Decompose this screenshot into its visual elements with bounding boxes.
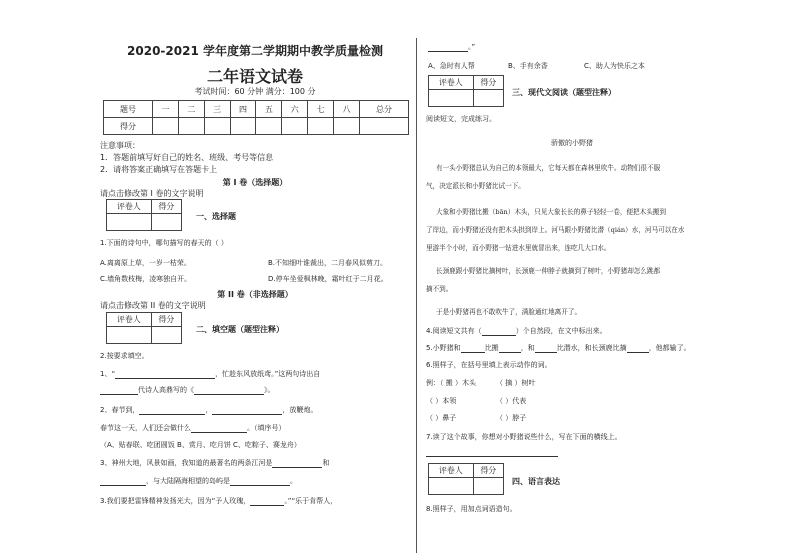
- question-5: [426, 343, 691, 353]
- q2-text: 。: [290, 477, 297, 485]
- answer-blank[interactable]: [250, 497, 284, 506]
- section4-title: 四、语言表达: [512, 477, 560, 486]
- q2-text: ，: [205, 406, 213, 414]
- passage-line: 摘不到。: [426, 285, 453, 293]
- grader-score-cell[interactable]: [473, 478, 503, 495]
- q2-item-4: [100, 496, 337, 506]
- exam-main-title: 2020-2021 学年度第二学期期中教学质量检测: [127, 44, 383, 58]
- notice-item: 1．答题前填写好自己的姓名、班级、考号等信息: [100, 153, 274, 162]
- answer-blank[interactable]: [535, 344, 557, 353]
- answer-blank[interactable]: [191, 424, 247, 433]
- answer-blank[interactable]: [461, 344, 485, 353]
- q1-option-a[interactable]: A.离离原上草，一岁一枯荣。: [100, 259, 191, 267]
- q2-item-1-line1: [100, 369, 320, 379]
- q2-item-1-line2: [100, 385, 275, 395]
- continued-line: [428, 42, 475, 52]
- grader-score-cell[interactable]: [151, 214, 181, 231]
- score-cell[interactable]: [152, 118, 178, 135]
- exam-info: 考试时间：60 分钟 满分：100 分: [194, 87, 316, 96]
- answer-blank[interactable]: [115, 370, 215, 379]
- notice-item: 2．请将答案正确填写在答题卡上: [100, 165, 218, 174]
- q2-text: 3.我们要把雷锋精神发扬光大，因为“予人玫瑰，: [100, 497, 251, 505]
- section2-title: 二、填空题（题型注释）: [196, 325, 284, 334]
- passage-title: 骄傲的小野猪: [551, 139, 593, 147]
- grader-reviewer-label: 评卷人: [429, 76, 474, 90]
- score-header-cell: 三: [204, 101, 230, 118]
- answer-blank[interactable]: [212, 406, 282, 415]
- grader-box: [428, 75, 504, 107]
- grader-score-cell[interactable]: [151, 327, 181, 344]
- q2-item-2-line2: [100, 423, 286, 433]
- q5-text: 比搬: [484, 344, 499, 352]
- score-cell[interactable]: [178, 118, 204, 135]
- q4-text: 4.阅读短文共有（: [426, 327, 482, 335]
- grader-reviewer-label: 评卷人: [107, 200, 152, 214]
- q5-text: ，和: [520, 344, 535, 352]
- q1-option-d[interactable]: D.停车坐爱枫林晚，霜叶红于二月花。: [268, 275, 388, 283]
- grader-box: [106, 312, 182, 344]
- passage-line: 了岸边，而小野猪还没有把木头拱到岸上。河马跟小野猪比潜（qián）水，河马可以在水: [426, 226, 685, 234]
- answer-blank[interactable]: [499, 344, 521, 353]
- score-header-cell: 六: [282, 101, 308, 118]
- answer-blank[interactable]: [272, 459, 322, 468]
- question-8: 8.照样子，用加点词语造句。: [426, 505, 517, 513]
- q2-item-3-line2: [100, 476, 297, 486]
- q2-text: 1、“: [100, 370, 116, 378]
- grader-reviewer-cell[interactable]: [107, 214, 152, 231]
- score-header-cell: 八: [334, 101, 360, 118]
- score-header-cell: 题号: [104, 101, 153, 118]
- answer-blank[interactable]: [482, 327, 516, 336]
- score-cell[interactable]: [282, 118, 308, 135]
- q5-text: 比潜水，和长颈鹿比摘: [556, 344, 627, 352]
- reading-intro: 阅读短文，完成练习。: [426, 115, 496, 123]
- score-header-cell: 二: [178, 101, 204, 118]
- answer-blank[interactable]: [194, 386, 264, 395]
- volume1-title: 第 I 卷（选择题）: [222, 178, 288, 187]
- section3-title: 三、现代文阅读（题型注释）: [512, 88, 616, 97]
- q2-text: 春节这一天，人们还会做什么: [100, 424, 191, 432]
- score-cell[interactable]: [308, 118, 334, 135]
- passage-line: 长颈鹿跟小野猪比摘树叶，长颈鹿一伸脖子就摘到了树叶，小野猪却怎么跳都: [436, 267, 661, 275]
- score-row-label: 得分: [104, 118, 153, 135]
- score-cell[interactable]: [256, 118, 282, 135]
- q1-option-b[interactable]: B.不知细叶谁裁出，二月春风似剪刀。: [268, 259, 388, 267]
- q6-item[interactable]: （ ）鼻子: [426, 414, 457, 422]
- score-cell[interactable]: [334, 118, 360, 135]
- grader-reviewer-cell[interactable]: [429, 90, 474, 107]
- q6-item[interactable]: （ ）脖子: [496, 414, 527, 422]
- q6-item[interactable]: （ ）代表: [496, 397, 527, 405]
- q4-text: ）个自然段，在文中标出来。: [515, 327, 607, 335]
- section1-title: 一、选择题: [196, 212, 236, 221]
- q2-text: ，与大陆隔海相望的岛屿是: [146, 477, 230, 485]
- right-column: [422, 0, 722, 560]
- question-2: 2.按要求填空。: [100, 352, 149, 360]
- q5-text: ，他都输了。: [648, 344, 691, 352]
- q2-item-2-options: （A、贴春联、吃团圆饭 B、赏月、吃月饼 C、吃粽子、赛龙舟）: [100, 441, 301, 449]
- answer-blank[interactable]: [627, 344, 649, 353]
- q2-text: 。”“乐于肯帮人，: [284, 497, 338, 505]
- score-cell[interactable]: [360, 118, 409, 135]
- answer-blank[interactable]: [139, 406, 205, 415]
- grader-box: [428, 463, 504, 495]
- grader-box: [106, 199, 182, 231]
- grader-reviewer-label: 评卷人: [429, 464, 474, 478]
- score-header-cell: 总分: [360, 101, 409, 118]
- q2-text: 2、春节到，: [100, 406, 140, 414]
- exam-subtitle: 二年语文试卷: [206, 67, 303, 86]
- answer-blank[interactable]: [230, 477, 290, 486]
- left-column: [100, 0, 410, 560]
- passage-line: 有一头小野猪总认为自己的本领最大，它每天都在森林里吹牛。动物们很不服: [436, 164, 661, 172]
- score-cell[interactable]: [204, 118, 230, 135]
- question-6: 6.照样子，在括号里填上表示动作的词。: [426, 361, 552, 369]
- continued-text: 。”: [468, 43, 476, 51]
- q2-text: 3、神州大地，风景如画，我知道的最著名的两条江河是: [100, 459, 273, 467]
- volume2-note: 请点击修改第 II 卷的文字说明: [100, 301, 206, 310]
- question-1: 1.下面的诗句中，哪句描写的春天的（ ）: [100, 239, 228, 247]
- q2-text: 》。: [264, 386, 275, 394]
- volume1-note: 请点击修改第 I 卷的文字说明: [100, 189, 204, 198]
- grader-score-label: 得分: [151, 313, 181, 327]
- q6-example-a: 例：（ 搬 ）木头: [426, 379, 476, 387]
- score-header-cell: 四: [230, 101, 256, 118]
- score-cell[interactable]: [230, 118, 256, 135]
- score-header-cell: 五: [256, 101, 282, 118]
- q5-text: 5.小野猪和: [426, 344, 461, 352]
- question-4: [426, 326, 607, 336]
- q2-text: 。（填序号）: [247, 424, 286, 432]
- volume2-title: 第 II 卷（非选择题）: [217, 290, 293, 299]
- passage-line: 于是小野猪再也不敢吹牛了，满脸通红地离开了。: [436, 308, 582, 316]
- q2-item-2-line1: [100, 405, 317, 415]
- grader-score-label: 得分: [473, 76, 503, 90]
- q2-text: 和: [322, 459, 330, 467]
- cont-option-a[interactable]: A、急时有人帮: [428, 62, 475, 70]
- cont-option-c[interactable]: C、助人为快乐之本: [584, 62, 645, 70]
- grader-score-cell[interactable]: [473, 90, 503, 107]
- score-table: [103, 100, 409, 135]
- passage-line: 气，决定派长和小野猪比试一下。: [426, 182, 525, 190]
- q2-text: ，放鞭炮。: [282, 406, 318, 414]
- answer-blank[interactable]: [100, 386, 138, 395]
- q2-item-3-line1: [100, 458, 329, 468]
- q1-option-c[interactable]: C.墙角数枝梅，凌寒独自开。: [100, 275, 192, 283]
- score-header-cell: 一: [152, 101, 178, 118]
- q2-text: 代诗人高鼎写的《: [138, 386, 194, 394]
- answer-blank[interactable]: [428, 43, 468, 52]
- answer-blank[interactable]: [100, 477, 146, 486]
- q6-example-b: （ 摘 ）树叶: [496, 379, 536, 387]
- grader-reviewer-label: 评卷人: [107, 313, 152, 327]
- grader-reviewer-cell[interactable]: [107, 327, 152, 344]
- notice-title: 注意事项：: [100, 141, 140, 150]
- grader-score-label: 得分: [151, 200, 181, 214]
- q7-answer-line[interactable]: [426, 456, 558, 457]
- question-7: 7.读了这个故事，你想对小野猪说些什么，写在下面的横线上。: [426, 433, 622, 441]
- score-header-cell: 七: [308, 101, 334, 118]
- passage-line: 大象和小野猪比搬（bān）木头，只见大象长长的鼻子轻轻一卷，便把木头搬到: [436, 208, 666, 216]
- grader-reviewer-cell[interactable]: [429, 478, 474, 495]
- column-divider: [416, 38, 417, 553]
- cont-option-b[interactable]: B、手有余香: [508, 62, 548, 70]
- q6-item[interactable]: （ ）本领: [426, 397, 457, 405]
- grader-score-label: 得分: [473, 464, 503, 478]
- passage-line: 里游半个小时，而小野猪一钻进水里就冒出来，连吃几大口水。: [426, 244, 611, 252]
- q2-text: ，忙趁东风放纸鸢。”这两句诗出自: [215, 370, 321, 378]
